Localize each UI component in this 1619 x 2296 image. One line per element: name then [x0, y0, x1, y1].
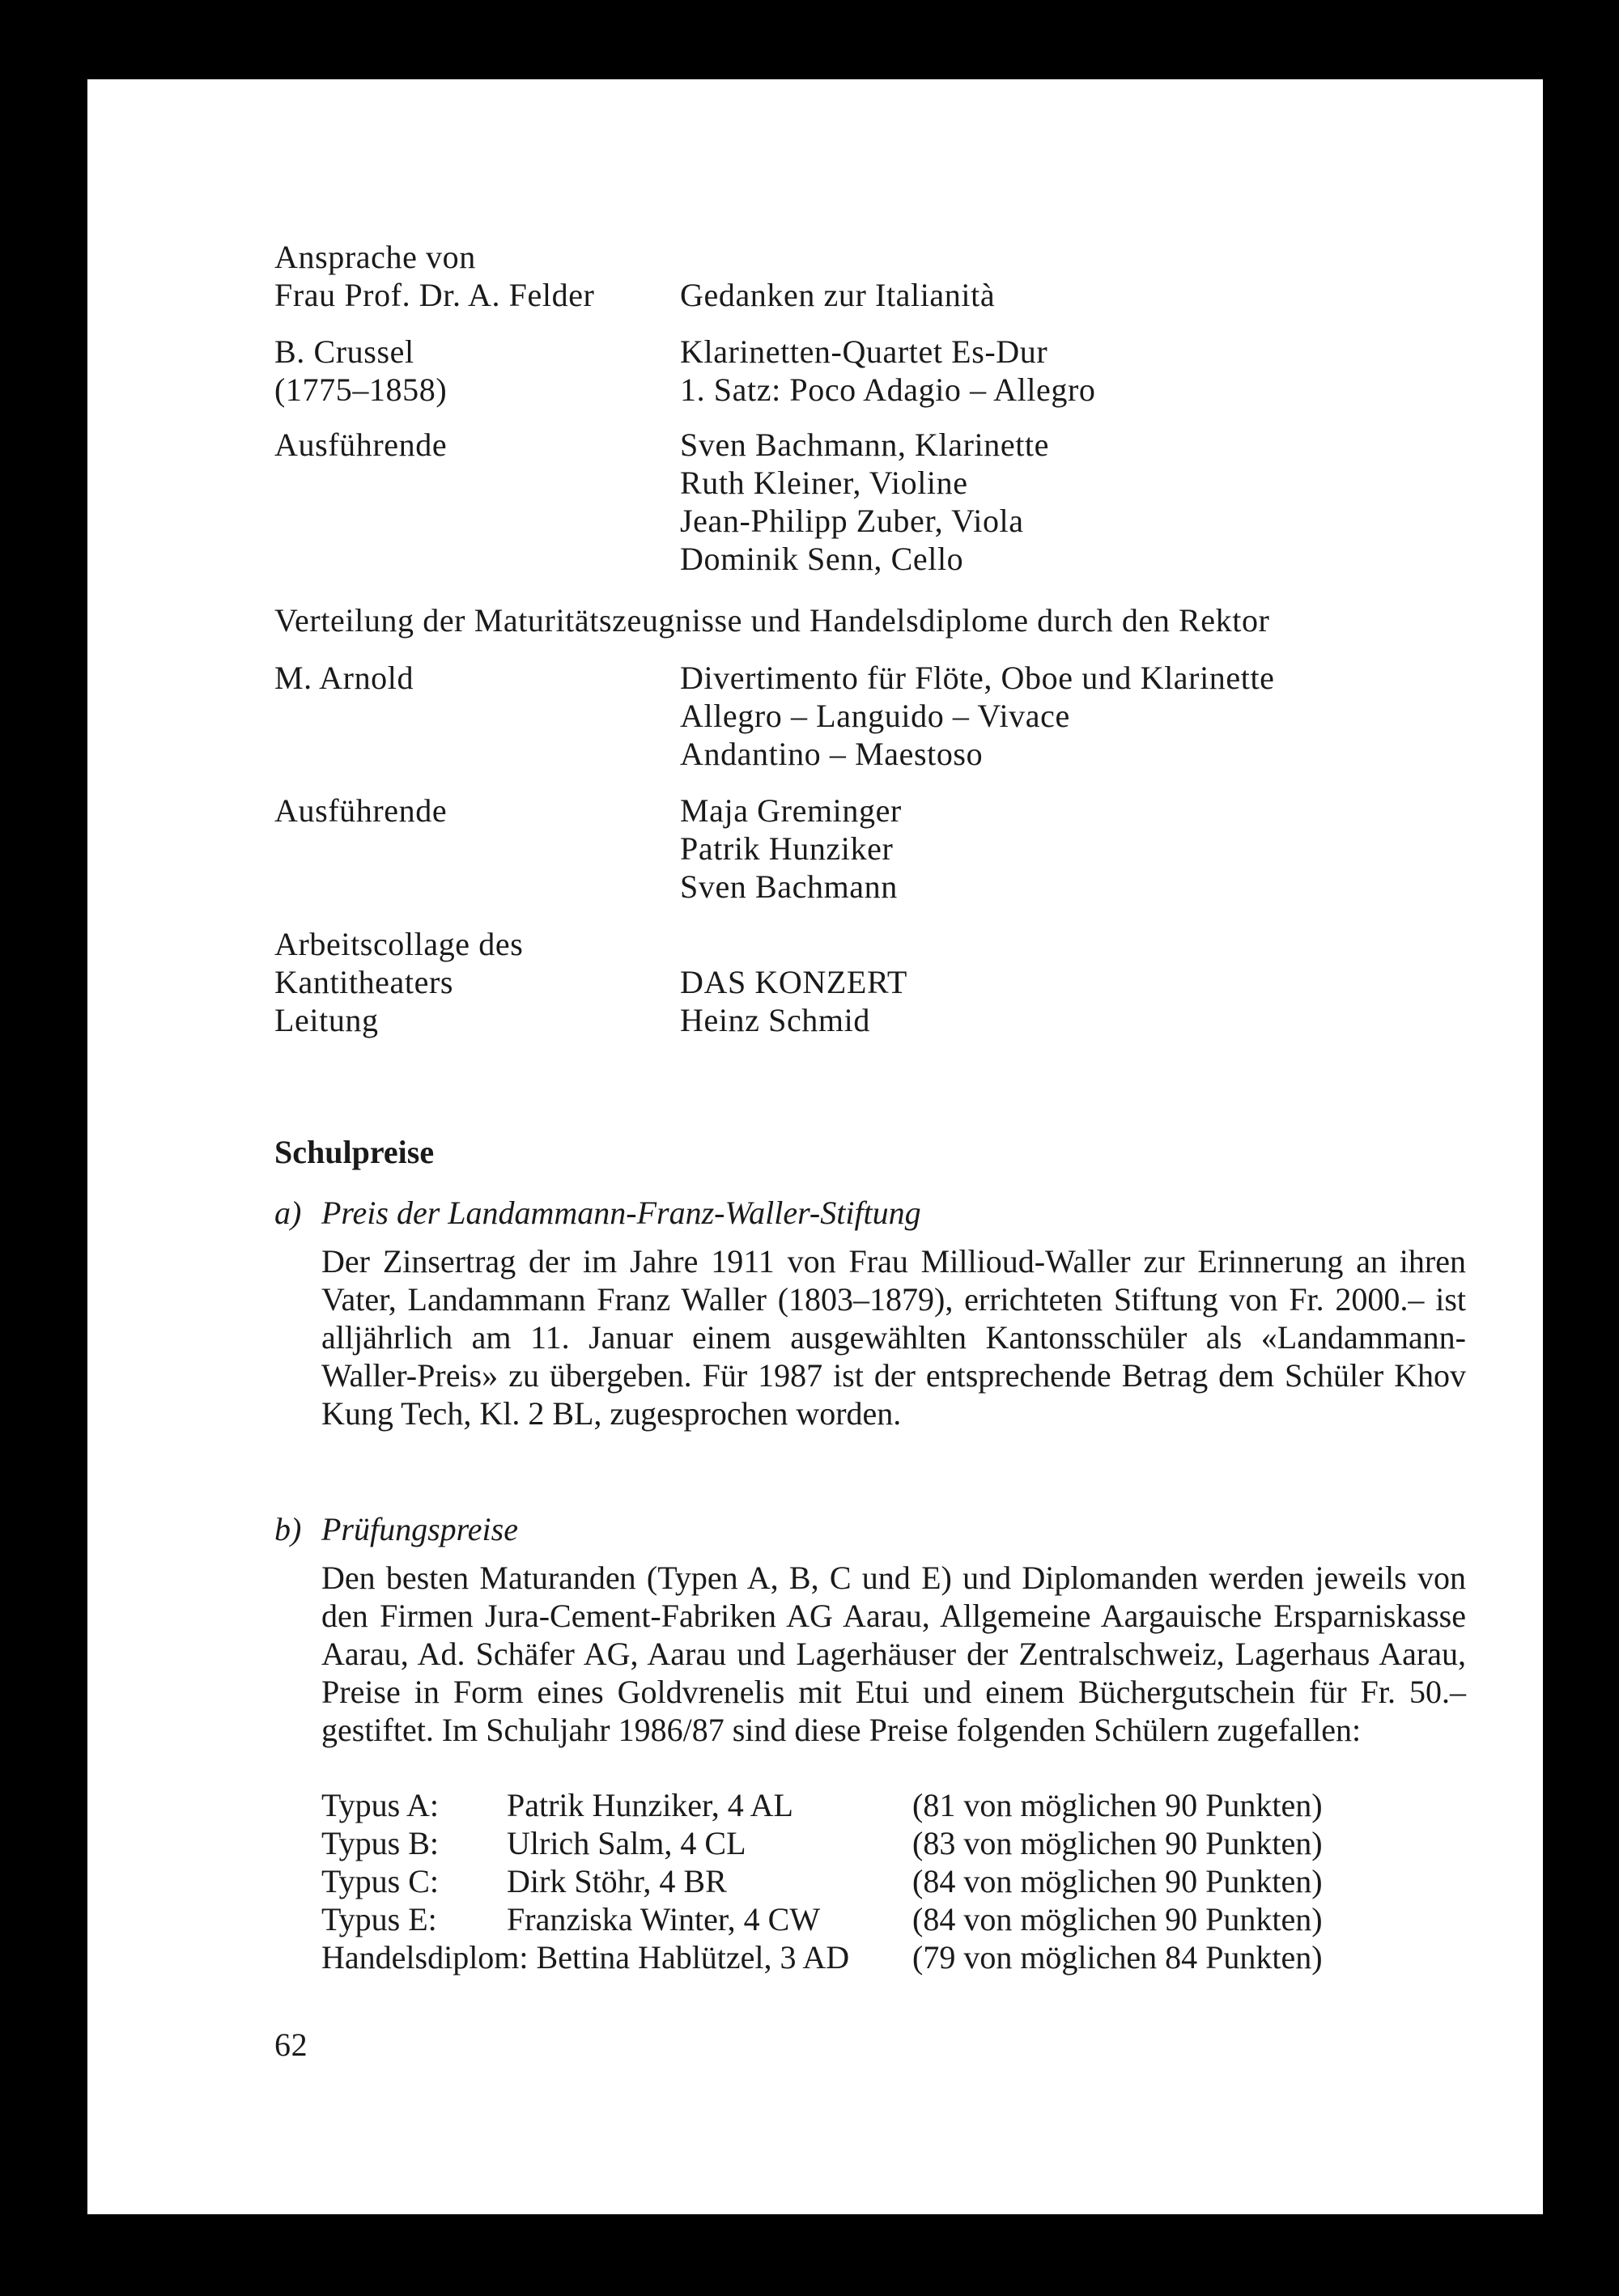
program-left-line: Arbeitscollage des [274, 926, 524, 962]
program-right-line: Divertimento für Flöte, Oboe und Klarinette [680, 660, 1275, 696]
program-left-line: Leitung [274, 1002, 379, 1038]
prize-handels-label: Handelsdiplom: Bettina Hablützel, 3 AD [321, 1939, 850, 1976]
prize-type: Typus E: [321, 1901, 437, 1937]
subsection-a-title: Preis der Landammann-Franz-Waller-Stiftung [321, 1195, 921, 1231]
prize-name: Ulrich Salm, 4 CL [507, 1825, 746, 1861]
program-left [274, 333, 447, 409]
program-right-line [680, 925, 907, 963]
program-left-line: Ausführende [274, 427, 448, 463]
prize-name: Dirk Stöhr, 4 BR [507, 1863, 727, 1899]
program-right [680, 792, 902, 906]
prize-row-handelsdiplom [321, 1938, 1471, 1976]
distribution-line: Verteilung der Maturitätszeugnisse und Handelsdiplome durch den Rektor [274, 602, 1270, 639]
prize-type: Typus A: [321, 1787, 439, 1823]
program-right [680, 238, 995, 314]
program-right-line: Gedanken zur Italianità [680, 277, 996, 313]
program-right-line: Klarinetten-Quartet Es-Dur [680, 333, 1048, 370]
program-right-line: Ruth Kleiner, Violine [680, 465, 968, 501]
prize-points: (84 von möglichen 90 Punkten) [912, 1863, 1323, 1899]
program-right-line: Jean-Philipp Zuber, Viola [680, 503, 1024, 539]
program-right-line: Sven Bachmann, Klarinette [680, 427, 1049, 463]
section-heading: Schulpreise [274, 1134, 435, 1170]
prize-type: Typus C: [321, 1863, 439, 1899]
program-left [274, 426, 447, 464]
program-left [274, 238, 594, 314]
program-left-line: Ausführende [274, 792, 448, 829]
program-right-line: Dominik Senn, Cello [680, 541, 964, 577]
prize-row [321, 1786, 1471, 1824]
program-right [680, 925, 907, 1039]
program-right-line: Maja Greminger [680, 792, 902, 829]
program-left-line: B. Crussel [274, 333, 414, 370]
program-right-line: 1. Satz: Poco Adagio – Allegro [680, 371, 1096, 408]
prize-points: (84 von möglichen 90 Punkten) [912, 1901, 1323, 1937]
subsection-b-paragraph: Den besten Maturanden (Typen A, B, C und E) und Diplomanden werden jeweils von den Firmen Jura-Cement-Fabriken AG Aarau, Allgemeine Aargauische Ersparniskasse Aarau, Ad. Schäfer AG, Aarau und Lagerhäuser der Zentralschweiz, Lagerhaus Aarau, Preise in Form eines Goldvrenelis mit Etui und einem Büchergutschein für Fr. 50.– gestiftet. Im Schuljahr 1986/87 sind diese Preise folgenden Schülern zugefallen: [321, 1560, 1466, 1748]
prize-type: Typus B: [321, 1825, 439, 1861]
document-page [87, 79, 1543, 2214]
program-left [274, 659, 414, 697]
program-left [274, 925, 523, 1039]
program-right-line: DAS KONZERT [680, 964, 907, 1000]
program-left-line: (1775–1858) [274, 371, 448, 408]
prize-points: (79 von möglichen 84 Punkten) [912, 1939, 1323, 1976]
program-right-line: Sven Bachmann [680, 868, 898, 905]
program-right-line: Andantino – Maestoso [680, 736, 984, 772]
prize-row [321, 1824, 1471, 1862]
prize-points: (81 von möglichen 90 Punkten) [912, 1787, 1323, 1823]
program-right-line: Patrik Hunziker [680, 830, 894, 867]
subsection-b-label: b) [274, 1511, 302, 1547]
prize-name: Franziska Winter, 4 CW [507, 1901, 821, 1937]
program-right [680, 426, 1049, 578]
page-number: 62 [274, 2027, 308, 2063]
program-left [274, 792, 447, 830]
prize-points: (83 von möglichen 90 Punkten) [912, 1825, 1323, 1861]
program-left-line: Frau Prof. Dr. A. Felder [274, 277, 595, 313]
program-right [680, 333, 1096, 409]
program-left-line: Ansprache von [274, 239, 476, 275]
prize-name: Patrik Hunziker, 4 AL [507, 1787, 793, 1823]
subsection-b-title: Prüfungspreise [321, 1511, 518, 1547]
prize-row [321, 1862, 1471, 1900]
subsection-a-paragraph: Der Zinsertrag der im Jahre 1911 von Frau Millioud-Waller zur Erinnerung an ihren Vater, Landammann Franz Waller (1803–1879), errichteten Stiftung von Fr. 2000.– ist alljährlich am 11. Januar einem ausgewählten Kantonsschüler als «Landammann-Waller-Preis» zu übergeben. Für 1987 ist der entsprechende Betrag dem Schüler Khov Kung Tech, Kl. 2 BL, zugesprochen worden. [321, 1243, 1466, 1432]
prize-row [321, 1900, 1471, 1938]
program-left-line: Kantitheaters [274, 964, 454, 1000]
program-left-line: M. Arnold [274, 660, 414, 696]
program-right-line [680, 238, 995, 276]
program-right [680, 659, 1275, 773]
program-right-line: Allegro – Languido – Vivace [680, 698, 1070, 734]
program-right-line: Heinz Schmid [680, 1002, 870, 1038]
subsection-a-label: a) [274, 1195, 302, 1231]
